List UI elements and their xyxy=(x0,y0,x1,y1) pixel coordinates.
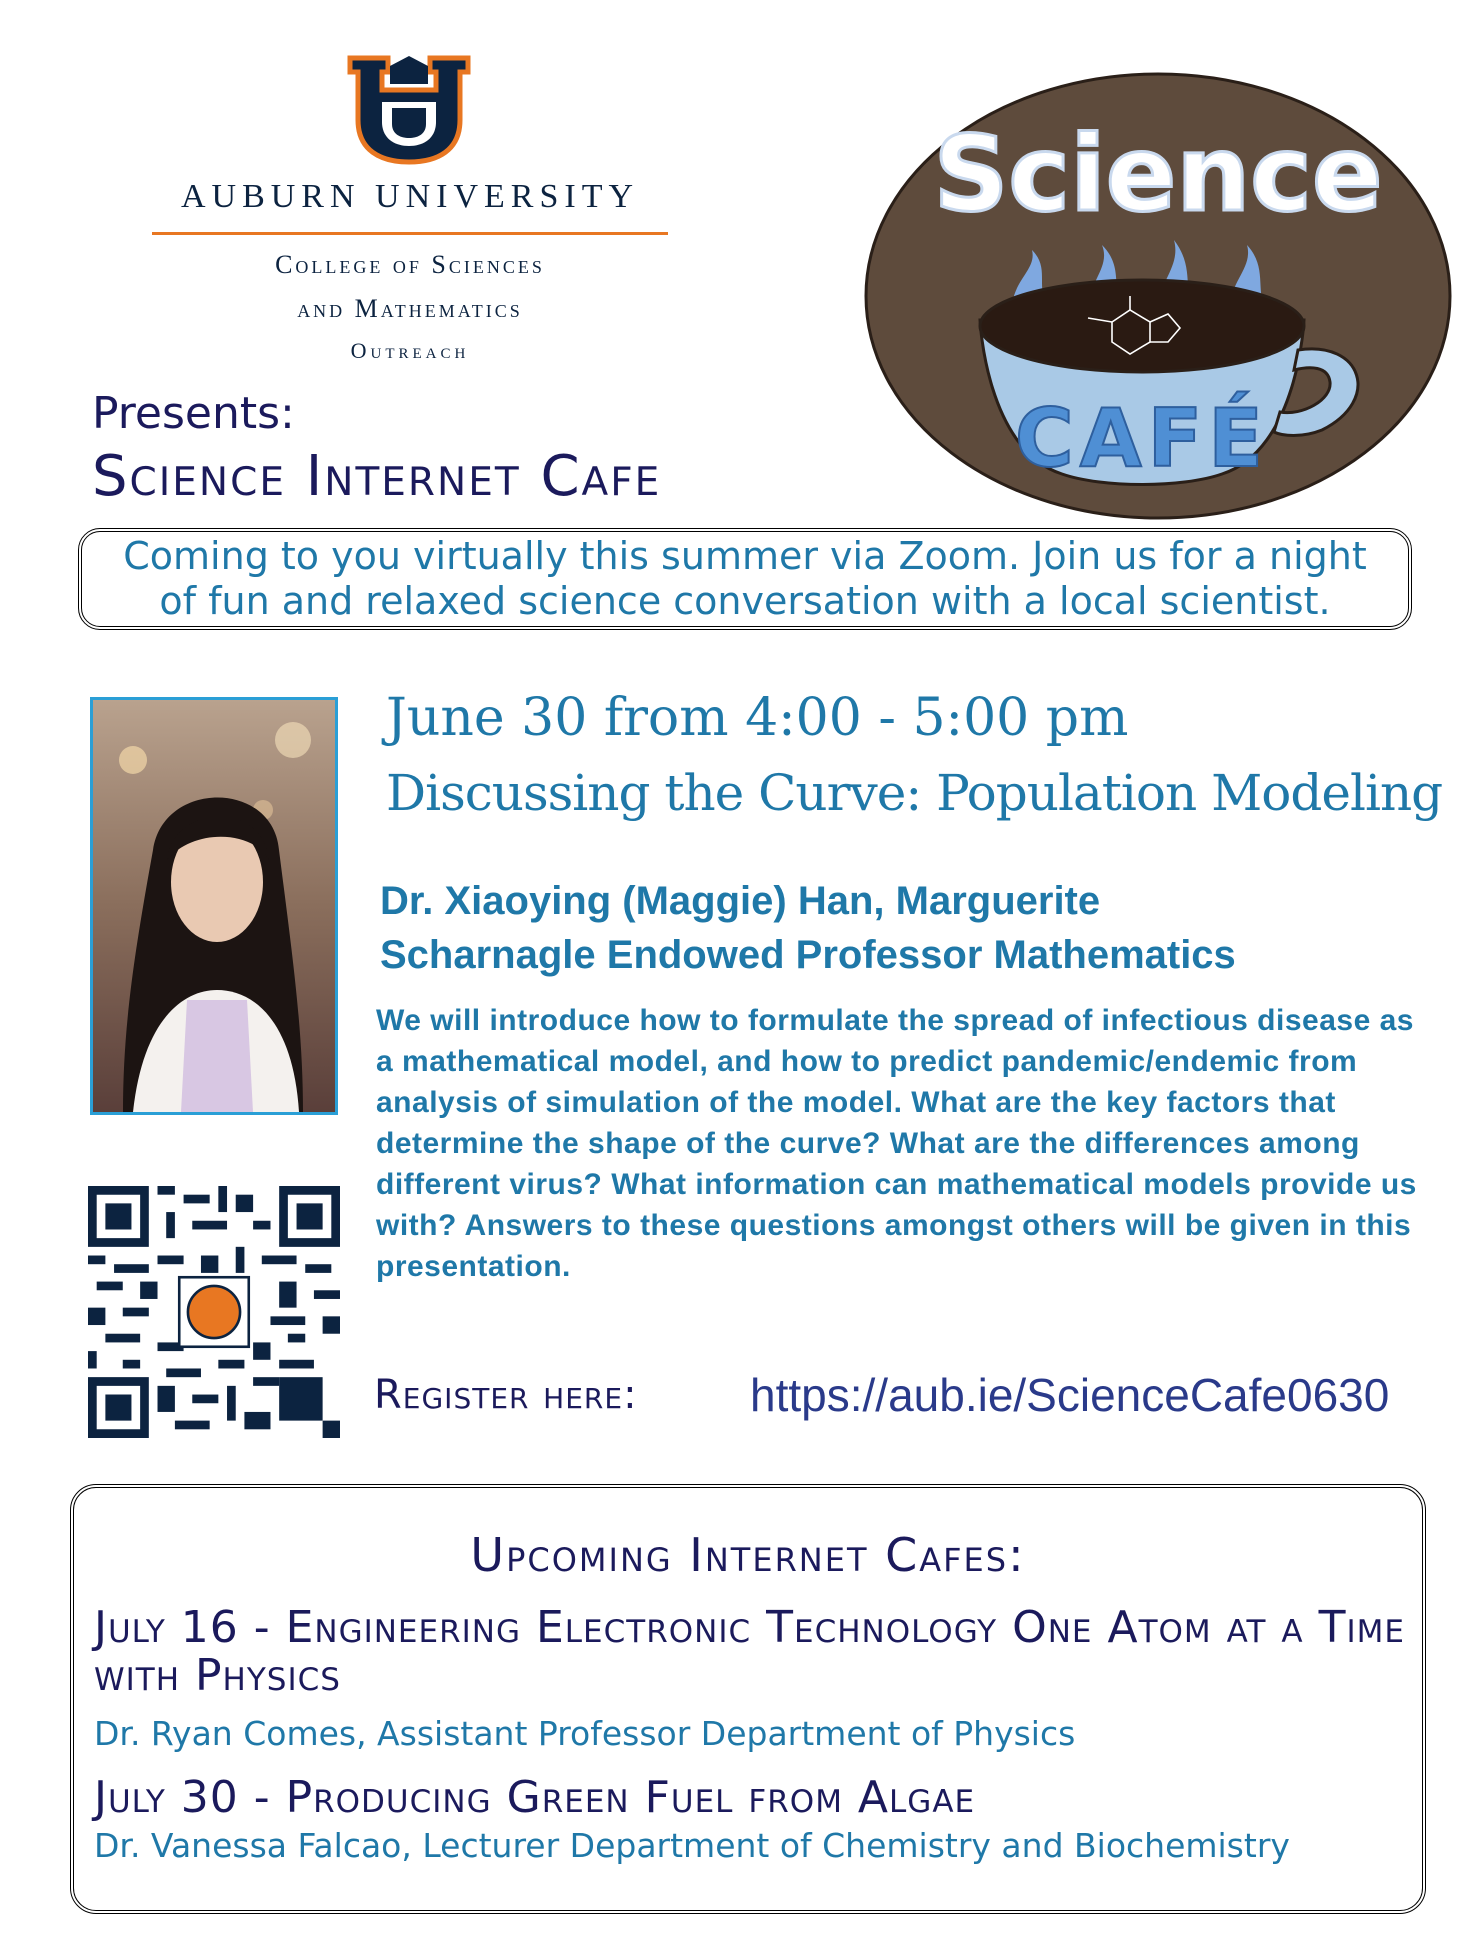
upcoming-event-2-title: July 30 - Producing Green Fuel from Algae xyxy=(94,1772,976,1823)
event-topic: Discussing the Curve: Population Modeling xyxy=(386,764,1443,822)
university-name: AUBURN UNIVERSITY xyxy=(180,178,640,215)
auburn-au-logo xyxy=(342,50,476,166)
event-date-time: June 30 from 4:00 - 5:00 pm xyxy=(386,688,1129,748)
college-line-1: College of Sciences xyxy=(275,250,545,279)
upcoming-events-title: Upcoming Internet Cafes: xyxy=(470,1528,1026,1582)
speaker-photo xyxy=(90,697,338,1115)
speaker-line-1: Dr. Xiaoying (Maggie) Han, Marguerite xyxy=(380,879,1101,923)
university-divider xyxy=(152,232,668,235)
speaker-photo-image xyxy=(93,700,335,1112)
upcoming-event-1-speaker: Dr. Ryan Comes, Assistant Professor Department of Physics xyxy=(94,1714,1076,1753)
science-cafe-logo xyxy=(862,70,1454,522)
intro-banner-text: Coming to you virtually this summer via Zoom. Join us for a night of fun and relaxed science conversation with a local scientist. xyxy=(123,534,1367,623)
cafe-logo-word-cafe: CAFÉ xyxy=(1015,392,1269,485)
register-label: Register here: xyxy=(374,1372,638,1418)
register-qr-code[interactable] xyxy=(88,1186,340,1438)
qr-center-tiger-icon xyxy=(188,1286,240,1338)
event-speaker xyxy=(380,874,1420,982)
college-line-3: Outreach xyxy=(350,338,470,363)
event-abstract: We will introduce how to formulate the spread of infectious disease as a mathematical model, and how to predict pandemic/endemic from analysis of simulation of the model. What are the key factors that determine the shape of the curve? What are the differences among different virus? What information can mathematical models provide us with? Answers to these questions amongst others will be given in this presentation. xyxy=(376,1004,1417,1283)
speaker-line-2: Scharnagle Endowed Professor Mathematics xyxy=(380,933,1236,977)
college-line-2: and Mathematics xyxy=(297,294,523,323)
upcoming-event-1-title: July 16 - Engineering Electronic Technology One Atom at a Time with Physics xyxy=(94,1602,1405,1701)
presents-label: Presents: xyxy=(92,388,295,439)
register-link[interactable]: https://aub.ie/ScienceCafe0630 xyxy=(750,1369,1390,1421)
event-series-title: Science Internet Cafe xyxy=(92,444,662,509)
cafe-logo-word-science: Science xyxy=(933,113,1383,235)
upcoming-event-2-speaker: Dr. Vanessa Falcao, Lecturer Department of Chemistry and Biochemistry xyxy=(94,1826,1290,1865)
